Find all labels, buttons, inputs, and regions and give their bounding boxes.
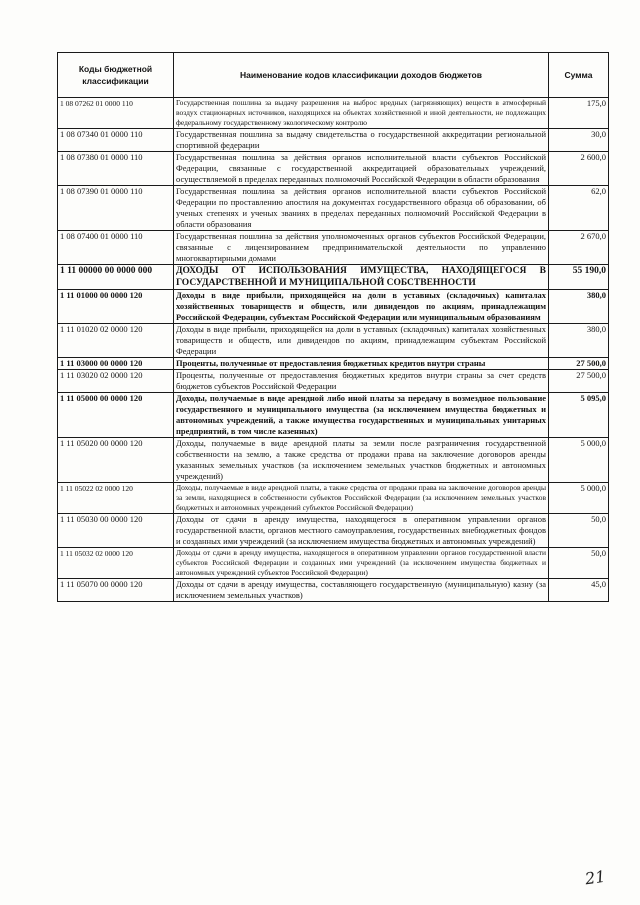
sum-cell: 45,0	[549, 579, 609, 602]
code-cell: 1 11 05020 00 0000 120	[58, 438, 174, 483]
table-header-row	[58, 53, 609, 98]
code-cell: 1 08 07400 01 0000 110	[58, 231, 174, 265]
sum-cell: 380,0	[549, 324, 609, 358]
sum-cell: 5 000,0	[549, 483, 609, 514]
page-number: 21	[583, 866, 607, 889]
name-cell: ДОХОДЫ ОТ ИСПОЛЬЗОВАНИЯ ИМУЩЕСТВА, НАХОДЯЩЕГОСЯ В ГОСУДАРСТВЕННОЙ И МУНИЦИПАЛЬНОЙ СОБСТВЕННОСТИ	[174, 265, 549, 290]
name-cell: Проценты, полученные от предоставления бюджетных кредитов внутри страны за счет средств бюджетов субъектов Российской Федерации	[174, 370, 549, 393]
table-row	[58, 98, 609, 129]
header-code: Коды бюджетной классификации	[58, 53, 174, 98]
table-row	[58, 579, 609, 602]
code-cell: 1 11 05030 00 0000 120	[58, 514, 174, 548]
sum-cell: 175,0	[549, 98, 609, 129]
header-sum: Сумма	[549, 53, 609, 98]
table-body	[58, 98, 609, 602]
name-cell: Государственная пошлина за выдачу свидетельства о государственной аккредитации региональной спортивной федерации	[174, 129, 549, 152]
name-cell: Доходы в виде прибыли, приходящейся на доли в уставных (складочных) капиталах хозяйственных товариществ и обществ, или дивидендов по акциям, принадлежащим субъектам Российской Федерации	[174, 324, 549, 358]
budget-revenue-table	[57, 52, 609, 602]
table-row	[58, 438, 609, 483]
code-cell: 1 08 07262 01 0000 110	[58, 98, 174, 129]
sum-cell: 27 500,0	[549, 358, 609, 370]
code-cell: 1 11 05032 02 0000 120	[58, 548, 174, 579]
sum-cell: 380,0	[549, 290, 609, 324]
sum-cell: 62,0	[549, 186, 609, 231]
code-cell: 1 11 05000 00 0000 120	[58, 393, 174, 438]
sum-cell: 27 500,0	[549, 370, 609, 393]
sum-cell: 5 000,0	[549, 438, 609, 483]
name-cell: Государственная пошлина за выдачу разрешения на выброс вредных (загрязняющих) веществ в атмосферный воздух стационарных источников, находящихся на объектах хозяйственной и иной деятельности, не подлежащих федеральному государственному экологическому контролю	[174, 98, 549, 129]
sum-cell: 2 670,0	[549, 231, 609, 265]
table-row	[58, 514, 609, 548]
code-cell: 1 11 01000 00 0000 120	[58, 290, 174, 324]
code-cell: 1 11 00000 00 0000 000	[58, 265, 174, 290]
table-row	[58, 152, 609, 186]
table-row	[58, 548, 609, 579]
name-cell: Государственная пошлина за действия органов исполнительной власти субъектов Российской Федерации по проставлению апостиля на документах государственного образца об образовании, об ученых степенях и ученых званиях в пределах переданных полномочий Российской Федерации в области образования	[174, 186, 549, 231]
table-row	[58, 324, 609, 358]
code-cell: 1 11 05022 02 0000 120	[58, 483, 174, 514]
name-cell: Государственная пошлина за действия органов исполнительной власти субъектов Российской Федерации, связанные с государственной аккредитацией образовательных учреждений, осуществляемой в пределах переданных полномочий Российской Федерации в области образования	[174, 152, 549, 186]
table-row	[58, 358, 609, 370]
code-cell: 1 08 07390 01 0000 110	[58, 186, 174, 231]
sum-cell: 2 600,0	[549, 152, 609, 186]
name-cell: Проценты, полученные от предоставления бюджетных кредитов внутри страны	[174, 358, 549, 370]
code-cell: 1 11 03000 00 0000 120	[58, 358, 174, 370]
header-name: Наименование кодов классификации доходов бюджетов	[174, 53, 549, 98]
code-cell: 1 08 07340 01 0000 110	[58, 129, 174, 152]
name-cell: Государственная пошлина за действия уполномоченных органов субъектов Российской Федерации, связанные с лицензированием предпринимательской деятельности по управлению многоквартирными домами	[174, 231, 549, 265]
name-cell: Доходы, получаемые в виде арендной платы за земли после разграничения государственной собственности на землю, а также средства от продажи права на заключение договоров аренды указанных земельных участков (за исключением земельных участков бюджетных и автономных учреждений)	[174, 438, 549, 483]
table-row	[58, 370, 609, 393]
code-cell: 1 08 07380 01 0000 110	[58, 152, 174, 186]
table-row	[58, 231, 609, 265]
sum-cell: 55 190,0	[549, 265, 609, 290]
sum-cell: 30,0	[549, 129, 609, 152]
code-cell: 1 11 05070 00 0000 120	[58, 579, 174, 602]
sum-cell: 5 095,0	[549, 393, 609, 438]
table-row	[58, 483, 609, 514]
sum-cell: 50,0	[549, 548, 609, 579]
name-cell: Доходы от сдачи в аренду имущества, находящегося в оперативном управлении органов государственной власти субъектов Российской Федерации и созданных ими учреждений (за исключением имущества бюджетных и автономных учреждений субъектов Российской Федерации)	[174, 548, 549, 579]
table-row	[58, 129, 609, 152]
table-row	[58, 186, 609, 231]
table-row	[58, 393, 609, 438]
name-cell: Доходы от сдачи в аренду имущества, составляющего государственную (муниципальную) казну (за исключением земельных участков)	[174, 579, 549, 602]
table-row	[58, 265, 609, 290]
name-cell: Доходы от сдачи в аренду имущества, находящегося в оперативном управлении органов государственной власти, органов местного самоуправления, государственных внебюджетных фондов и созданных ими учреждений (за исключением имущества бюджетных и автономных учреждений)	[174, 514, 549, 548]
code-cell: 1 11 03020 02 0000 120	[58, 370, 174, 393]
name-cell: Доходы в виде прибыли, приходящейся на доли в уставных (складочных) капиталах хозяйственных товариществ и обществ, или дивидендов по акциям, принадлежащим Российской Федерации, субъектам Российской Федерации или муниципальным образованиям	[174, 290, 549, 324]
table-row	[58, 290, 609, 324]
name-cell: Доходы, получаемые в виде арендной платы, а также средства от продажи права на заключение договоров аренды за земли, находящиеся в собственности субъектов Российской Федерации (за исключением земельных участков бюджетных и автономных учреждений субъектов Российской Федерации)	[174, 483, 549, 514]
name-cell: Доходы, получаемые в виде арендной либо иной платы за передачу в возмездное пользование государственного и муниципального имущества (за исключением имущества бюджетных и автономных учреждений, а также имущества государственных и муниципальных унитарных предприятий, в том числе казенных)	[174, 393, 549, 438]
sum-cell: 50,0	[549, 514, 609, 548]
code-cell: 1 11 01020 02 0000 120	[58, 324, 174, 358]
